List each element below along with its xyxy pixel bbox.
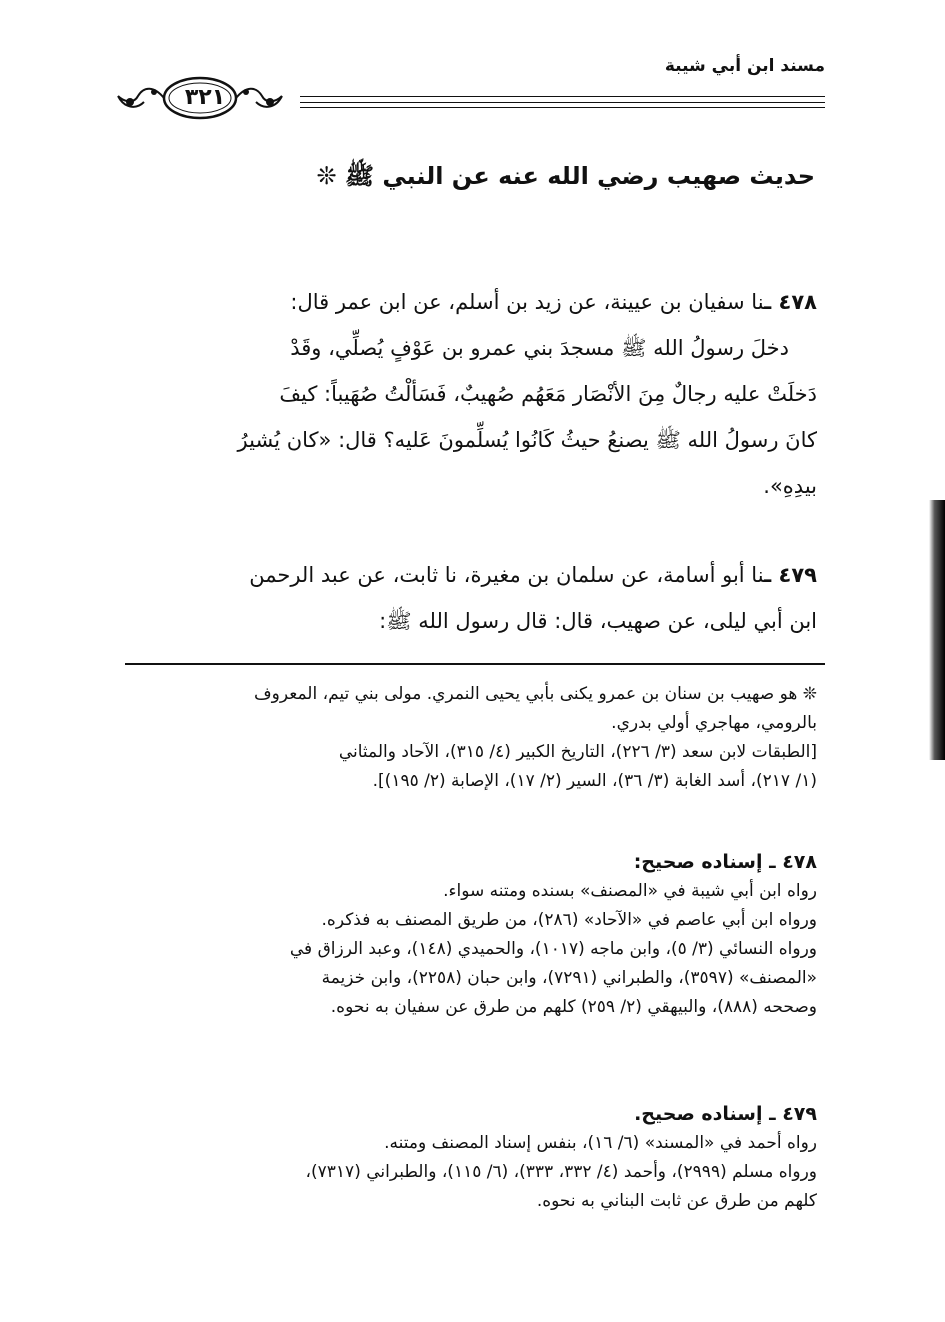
page-binding-shadow xyxy=(929,500,945,760)
note-line: ورواه النسائي (٣/ ٥)، وابن ماجه (١٠١٧)، والحميدي (١٤٨)، وعبد الرزاق في xyxy=(289,939,817,959)
hadith-text-line: دخلَ رسولُ الله ﷺ مسجدَ بني عمرو بن عَوْفٍ يُصلِّي، وقَدْ xyxy=(290,336,789,360)
hadith-text-line: كانَ رسولُ الله ﷺ يصنعُ حيثُ كَانُوا يُسلِّمونَ عَليه؟ قال: «كان يُشيرُ xyxy=(237,428,817,452)
section-title: حديث صهيب رضي الله عنه عن النبي ﷺ ❊ xyxy=(316,162,815,190)
footnote-line: (١/ ٢١٧)، أسد الغابة (٣/ ٣٦)، السير (٢/ ١٧)، الإصابة (٢/ ١٩٥)]. xyxy=(372,771,817,791)
hadith-text: نا أبو أسامة، عن سلمان بن مغيرة، نا ثابت، عن عبد الرحمن xyxy=(249,563,765,587)
hadith-479 xyxy=(120,555,817,641)
footnote-line: بالرومي، مهاجري أولي بدري. xyxy=(611,713,817,733)
note-heading: ٤٧٨ ـ إسناده صحيح: xyxy=(633,851,817,873)
note-line: وصححه (٨٨٨)، والبيهقي (٢/ ٢٥٩) كلهم من طرق عن سفيان به نحوه. xyxy=(330,997,817,1017)
hadith-number: ٤٧٩ ـ xyxy=(764,563,817,587)
note-line: كلهم من طرق عن ثابت البناني به نحوه. xyxy=(536,1191,817,1211)
hadith-number: ٤٧٨ ـ xyxy=(764,290,817,314)
hadith-478 xyxy=(120,282,817,506)
header-rule-thin-2 xyxy=(300,107,825,108)
hadith-text-line: ابن أبي ليلى، عن صهيب، قال: قال رسول الله ﷺ: xyxy=(379,609,817,633)
hadith-text-line: بيدِهِ». xyxy=(763,474,817,498)
takhrij-478 xyxy=(120,848,817,1022)
header-rule xyxy=(300,96,825,97)
note-line: رواه أحمد في «المسند» (٦/ ١٦)، بنفس إسناد المصنف ومتنه. xyxy=(384,1133,817,1153)
hadith-479-line xyxy=(120,555,817,595)
hadith-isnad: نا سفيان بن عيينة، عن زيد بن أسلم، عن ابن عمر قال: xyxy=(290,290,765,314)
page-number: ٣٢١ xyxy=(184,85,226,110)
note-line: ورواه مسلم (٢٩٩٩)، وأحمد (٤/ ٣٣٢، ٣٣٣)، (٦/ ١١٥)، والطبراني (٧٣١٧)، xyxy=(305,1162,817,1182)
footnote-line: [الطبقات لابن سعد (٣/ ٢٢٦)، التاريخ الكبير (٤/ ٣١٥)، الآحاد والمثاني xyxy=(338,742,817,762)
hadith-478-isnad-line xyxy=(120,282,817,322)
note-line: رواه ابن أبي شيبة في «المصنف» بسنده ومتنه سواء. xyxy=(443,881,817,901)
takhrij-479 xyxy=(120,1100,817,1216)
note-line: ورواه ابن أبي عاصم في «الآحاد» (٢٨٦)، من طريق المصنف به فذكره. xyxy=(321,910,817,930)
footnote-bio xyxy=(120,680,817,796)
note-line: «المصنف» (٣٥٩٧)، والطبراني (٧٢٩١)، وابن حبان (٢٢٥٨)، وابن خزيمة xyxy=(321,968,817,988)
hadith-text-line: دَخلَتْ عليه رجالٌ مِنَ الأنْصَار مَعَهُم صُهيبٌ، فَسَألْتُ صُهَيباً: كيفَ xyxy=(279,382,817,406)
running-title: مسند ابن أبي شيبة xyxy=(664,56,825,76)
footnote-separator xyxy=(125,663,825,665)
note-heading: ٤٧٩ ـ إسناده صحيح. xyxy=(634,1103,817,1125)
header-rule-thin xyxy=(300,102,825,103)
footnote-line: ❊ هو صهيب بن سنان بن عمرو يكنى بأبي يحيى النمري. مولى بني تيم، المعروف xyxy=(254,684,817,704)
